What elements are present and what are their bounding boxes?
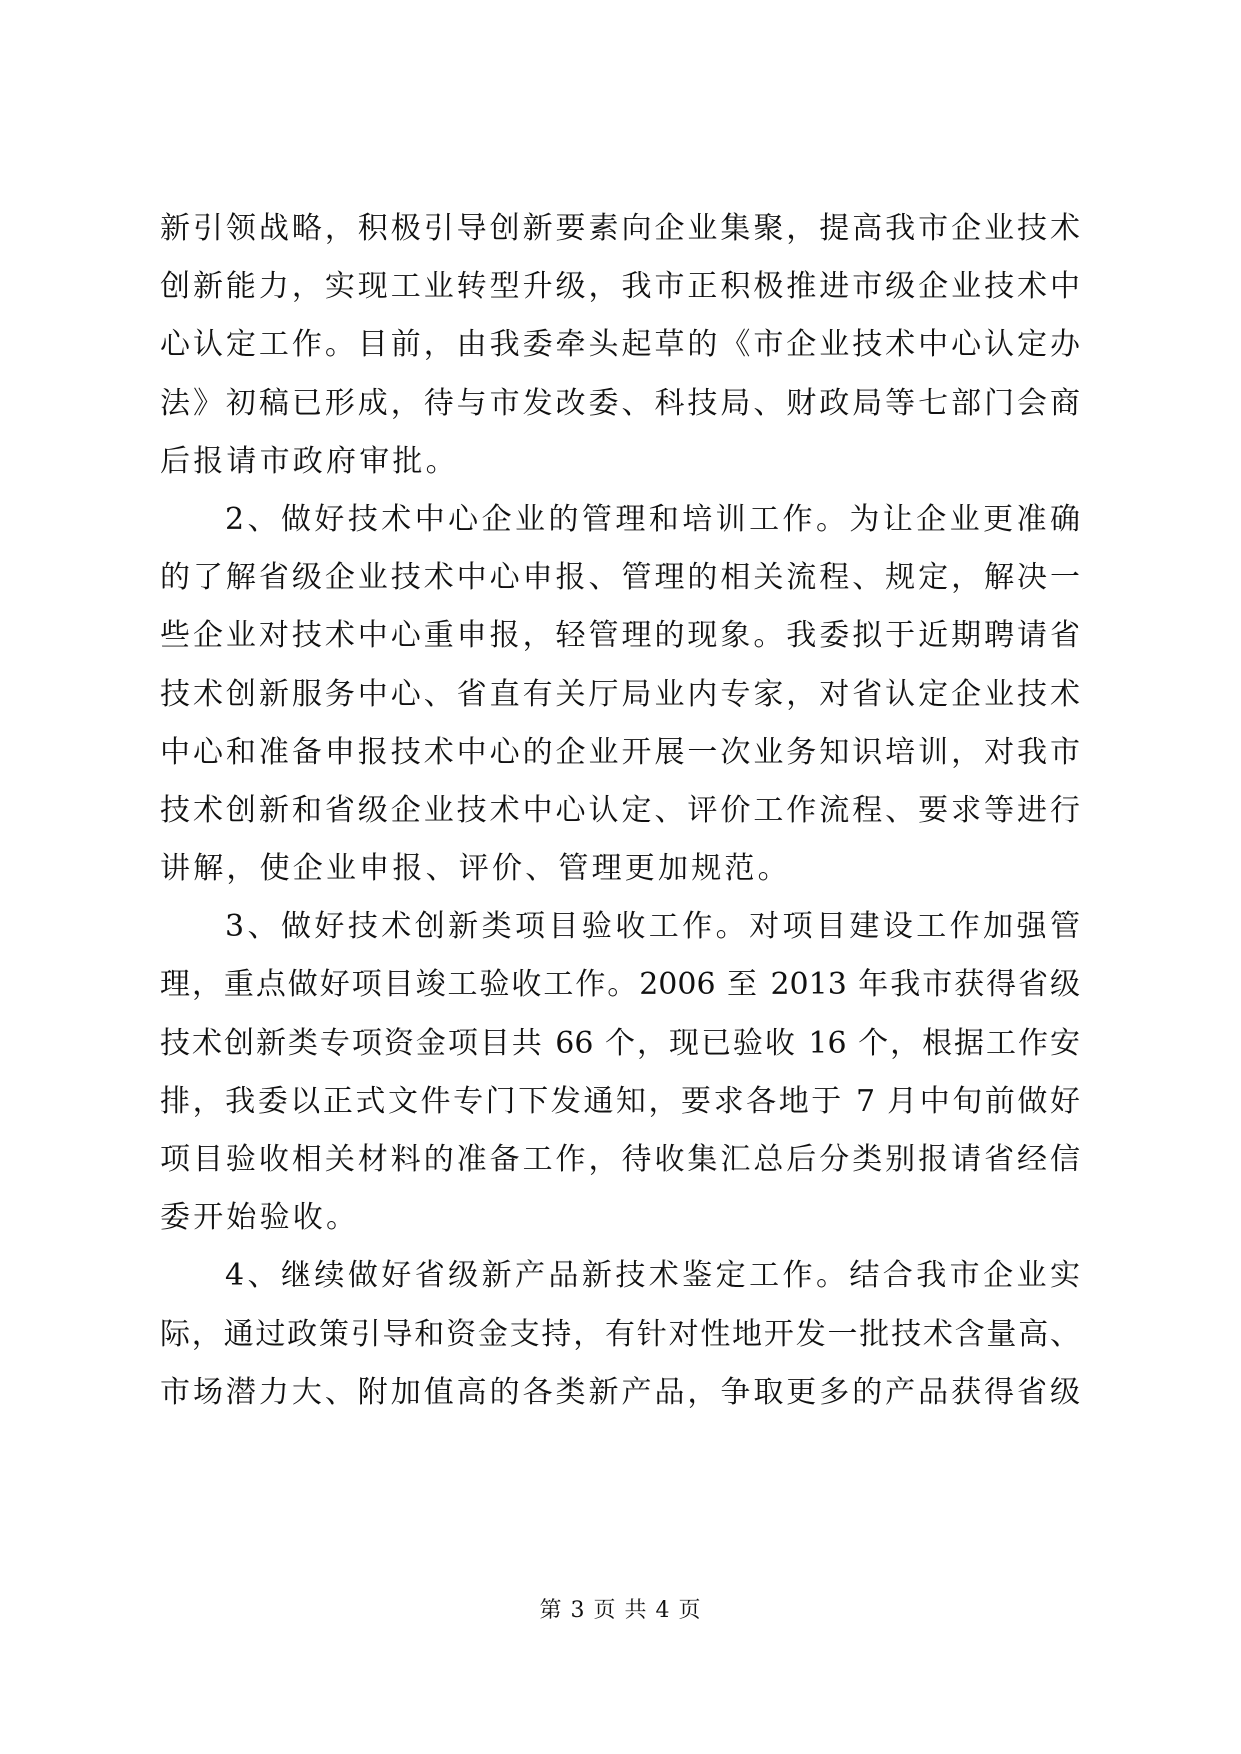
text-line: 项目验收相关材料的准备工作，待收集汇总后分类别报请省经信 [160,1142,1080,1177]
text-line: 中心和准备申报技术中心的企业开展一次业务知识培训，对我市 [160,734,1080,770]
text-line: 讲解，使企业申报、评价、管理更加规范。 [160,851,791,887]
page-footer [0,1596,1241,1626]
text-line: 际，通过政策引导和资金支持，有针对性地开发一批技术含量高、 [160,1316,1080,1352]
text-line: 心认定工作。目前，由我委牵头起草的《市企业技术中心认定办 [160,327,1080,363]
paragraph-4-first-line: 4、继续做好省级新产品新技术鉴定工作。结合我市企业实 [225,1258,1080,1294]
text-line: 后报请市政府审批。 [160,443,459,479]
text-line: 委开始验收。 [160,1200,360,1236]
paragraph-2-first-line: 2、做好技术中心企业的管理和培训工作。为让企业更准确 [225,501,1080,537]
document-body [160,200,1080,1422]
text-line: 的了解省级企业技术中心申报、管理的相关流程、规定，解决一 [160,560,1080,596]
text-line: 创新能力，实现工业转型升级，我市正积极推进市级企业技术中 [160,269,1080,305]
page-number-label: 第 3 页 共 4 页 [539,1598,702,1623]
text-line: 理，重点做好项目竣工验收工作。2006 至 2013 年我市获得省级 [160,967,1080,1003]
text-line: 些企业对技术中心重申报，轻管理的现象。我委拟于近期聘请省 [160,618,1080,654]
text-line: 法》初稿已形成，待与市发改委、科技局、财政局等七部门会商 [160,385,1080,421]
text-line: 技术创新类专项资金项目共 66 个，现已验收 16 个，根据工作安 [160,1025,1080,1061]
text-line: 新引领战略，积极引导创新要素向企业集聚，提高我市企业技术 [160,211,1080,246]
text-line: 技术创新服务中心、省直有关厅局业内专家，对省认定企业技术 [160,676,1080,712]
paragraph-3-first-line: 3、做好技术创新类项目验收工作。对项目建设工作加强管 [225,909,1080,945]
text-line: 排，我委以正式文件专门下发通知，要求各地于 7 月中旬前做好 [160,1083,1080,1119]
text-line: 技术创新和省级企业技术中心认定、评价工作流程、要求等进行 [160,792,1080,828]
text-line: 市场潜力大、附加值高的各类新产品，争取更多的产品获得省级 [160,1374,1080,1410]
